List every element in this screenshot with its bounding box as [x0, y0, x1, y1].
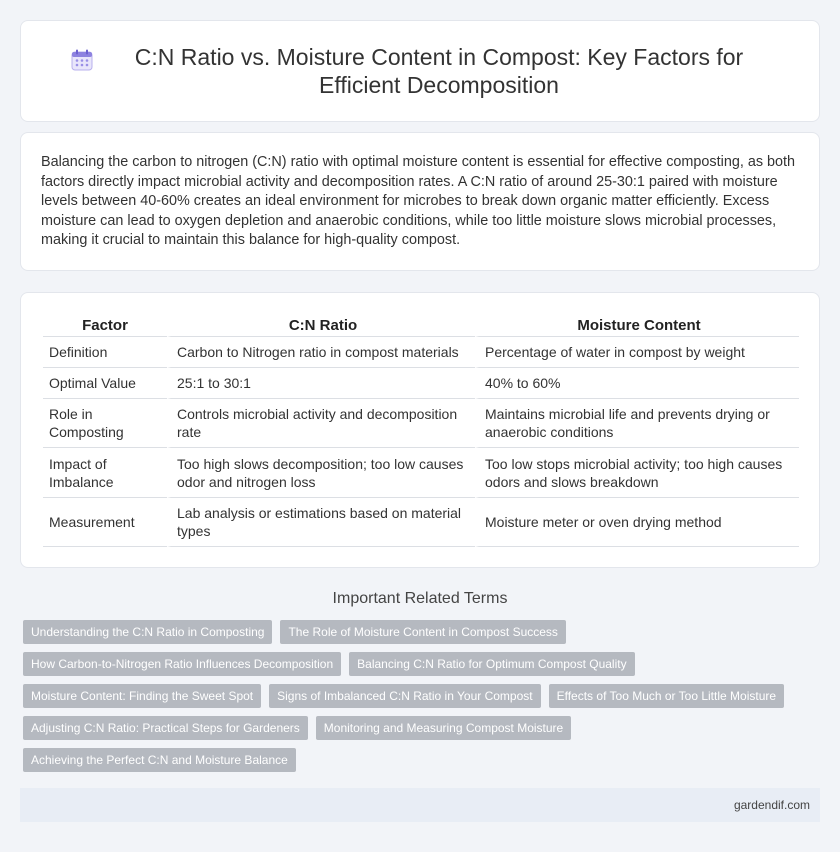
table-header-row	[43, 313, 799, 337]
row-factor: Measurement	[43, 498, 167, 547]
comparison-table	[43, 313, 799, 547]
footer	[20, 788, 820, 822]
related-terms-title: Important Related Terms	[332, 590, 508, 607]
row-cn-value: Lab analysis or estimations based on material types	[167, 498, 475, 547]
row-moisture-value: Maintains microbial life and prevents drying or anaerobic conditions	[475, 399, 799, 448]
tag-link[interactable]: Moisture Content: Finding the Sweet Spot	[23, 684, 261, 708]
row-factor: Definition	[43, 337, 167, 368]
tag-link[interactable]: Effects of Too Much or Too Little Moisture	[549, 684, 784, 708]
row-moisture-value: 40% to 60%	[475, 368, 799, 399]
row-factor: Role in Composting	[43, 399, 167, 448]
table-row	[43, 399, 799, 448]
comparison-table-card	[20, 292, 820, 568]
tag-link[interactable]: Adjusting C:N Ratio: Practical Steps for Gardeners	[23, 716, 308, 740]
header-factor: Factor	[43, 313, 167, 337]
row-cn-value: Too high slows decomposition; too low causes odor and nitrogen loss	[167, 448, 475, 498]
related-terms-tags	[20, 620, 820, 780]
tag-link[interactable]: Balancing C:N Ratio for Optimum Compost Quality	[349, 652, 634, 676]
row-moisture-value: Too low stops microbial activity; too high causes odors and slows breakdown	[475, 448, 799, 498]
footer-site-name: gardendif.com	[733, 798, 810, 812]
page-title: C:N Ratio vs. Moisture Content in Compost: Key Factors for Efficient Decomposition	[134, 44, 744, 98]
row-moisture-value: Percentage of water in compost by weight	[475, 337, 799, 368]
calendar-icon	[71, 49, 93, 71]
row-factor: Optimal Value	[43, 368, 167, 399]
row-cn-value: Controls microbial activity and decomposition rate	[167, 399, 475, 448]
tag-link[interactable]: The Role of Moisture Content in Compost Success	[280, 620, 565, 644]
tag-link[interactable]: Achieving the Perfect C:N and Moisture Balance	[23, 748, 296, 772]
row-cn-value: 25:1 to 30:1	[167, 368, 475, 399]
tag-link[interactable]: Signs of Imbalanced C:N Ratio in Your Compost	[269, 684, 540, 708]
header-moisture-content: Moisture Content	[475, 313, 799, 337]
title-wrap	[60, 43, 780, 99]
tag-link[interactable]: Understanding the C:N Ratio in Composting	[23, 620, 272, 644]
row-cn-value: Carbon to Nitrogen ratio in compost materials	[167, 337, 475, 368]
row-moisture-value: Moisture meter or oven drying method	[475, 498, 799, 547]
table-row	[43, 498, 799, 547]
intro-paragraph: Balancing the carbon to nitrogen (C:N) ratio with optimal moisture content is essential for effective composting, as both factors directly impact microbial activity and decomposition rates. A C:N ratio of around 25-30:1 paired with moisture levels between 40-60% creates an ideal environment for microbes to break down organic matter efficiently. Excess moisture can lead to oxygen depletion and anaerobic conditions, while too little moisture slows microbial processes, making it crucial to maintain this balance for high-quality compost.	[41, 154, 796, 249]
intro-card	[20, 132, 820, 271]
tag-link[interactable]: Monitoring and Measuring Compost Moisture	[316, 716, 571, 740]
table-row	[43, 368, 799, 399]
table-row	[43, 448, 799, 498]
related-terms-section	[20, 588, 820, 780]
tag-link[interactable]: How Carbon-to-Nitrogen Ratio Influences Decomposition	[23, 652, 341, 676]
table-row	[43, 337, 799, 368]
header-cn-ratio: C:N Ratio	[167, 313, 475, 337]
row-factor: Impact of Imbalance	[43, 448, 167, 498]
header-card	[20, 20, 820, 122]
